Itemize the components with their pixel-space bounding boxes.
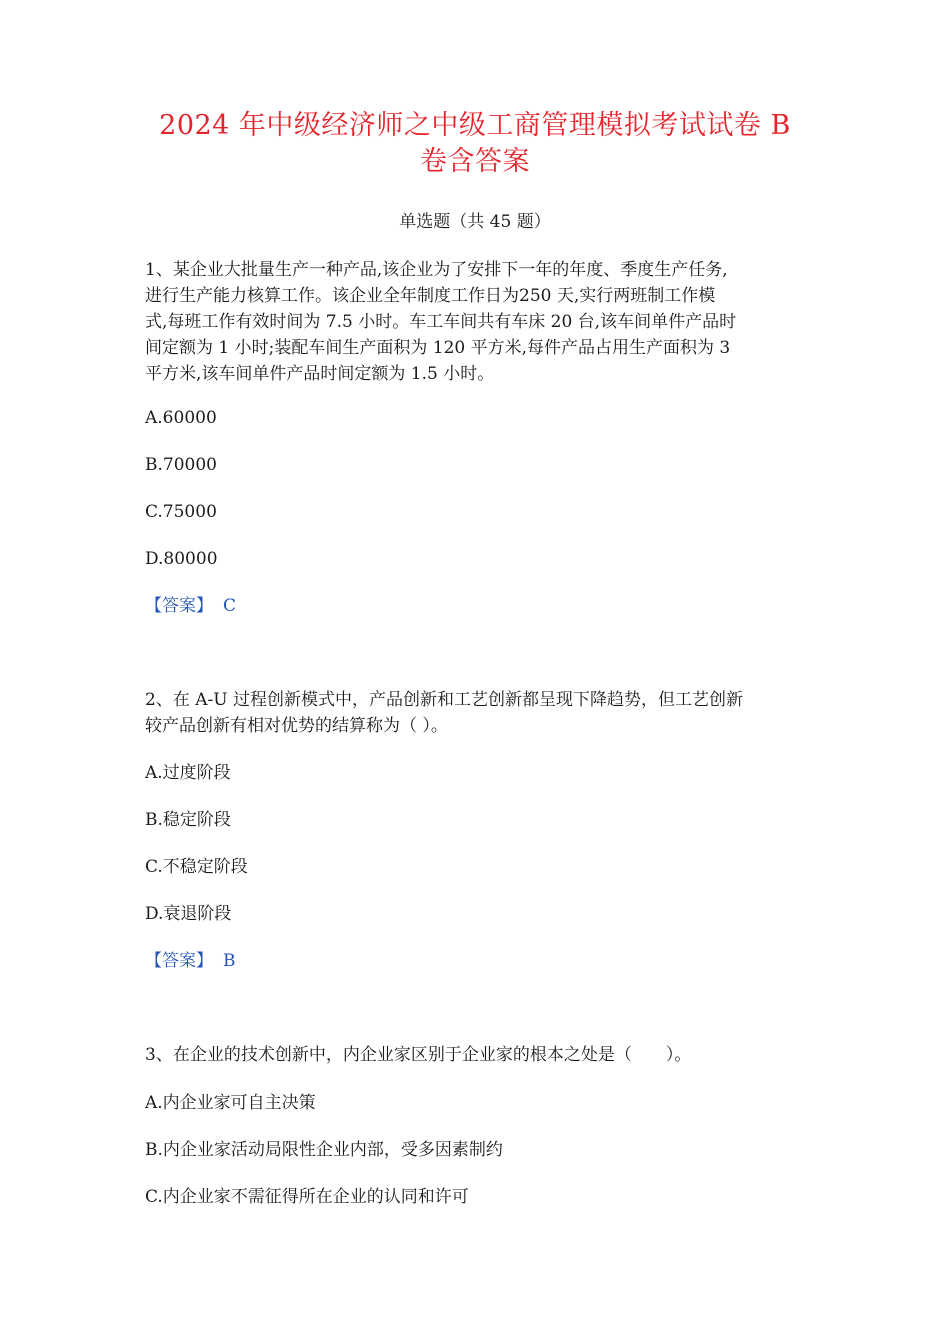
question-2-stem-line-1: 2、在 A-U 过程创新模式中，产品创新和工艺创新都呈现下降趋势，但工艺创新 <box>145 690 743 710</box>
question-1-answer <box>145 594 236 618</box>
question-1-stem-line-2: 进行生产能力核算工作。该企业全年制度工作日为250 天,实行两班制工作模 <box>145 286 716 306</box>
question-2-option-a: A.过度阶段 <box>145 763 231 783</box>
title-line-2: 卷含答案 <box>420 146 530 177</box>
question-3-option-a: A.内企业家可自主决策 <box>145 1093 316 1113</box>
question-1-option-a: A.60000 <box>145 408 217 428</box>
answer-label: 【答案】 <box>145 951 213 971</box>
document-title <box>120 108 830 180</box>
question-3-option-c: C.内企业家不需征得所在企业的认同和许可 <box>145 1187 469 1207</box>
question-1-stem-line-3: 式,每班工作有效时间为 7.5 小时。车工车间共有车床 20 台,该车间单件产品时 <box>145 312 737 332</box>
question-1-option-d: D.80000 <box>145 549 218 569</box>
section-heading: 单选题（共 45 题） <box>399 212 551 232</box>
answer-value: B <box>223 951 236 971</box>
question-1-stem-line-5: 平方米,该车间单件产品时间定额为 1.5 小时。 <box>145 364 495 384</box>
question-2-answer <box>145 949 236 973</box>
question-2-option-d: D.衰退阶段 <box>145 904 232 924</box>
question-1-option-b: B.70000 <box>145 455 217 475</box>
question-2-stem-line-2: 较产品创新有相对优势的结算称为（ ）。 <box>145 716 448 736</box>
question-2-option-c: C.不稳定阶段 <box>145 857 248 877</box>
question-1-stem-line-1: 1、某企业大批量生产一种产品,该企业为了安排下一年的年度、季度生产任务, <box>145 260 728 280</box>
answer-label: 【答案】 <box>145 596 213 616</box>
question-1-stem-line-4: 间定额为 1 小时;装配车间生产面积为 120 平方米,每件产品占用生产面积为 3 <box>145 338 731 358</box>
question-2-option-b: B.稳定阶段 <box>145 810 231 830</box>
answer-value: C <box>223 596 237 616</box>
question-3-option-b: B.内企业家活动局限性企业内部，受多因素制约 <box>145 1140 503 1160</box>
question-1-option-c: C.75000 <box>145 502 217 522</box>
title-line-1: 2024 年中级经济师之中级工商管理模拟考试试卷 B <box>159 110 791 141</box>
question-3-stem-line-1: 3、在企业的技术创新中，内企业家区别于企业家的根本之处是（ ）。 <box>145 1045 692 1065</box>
